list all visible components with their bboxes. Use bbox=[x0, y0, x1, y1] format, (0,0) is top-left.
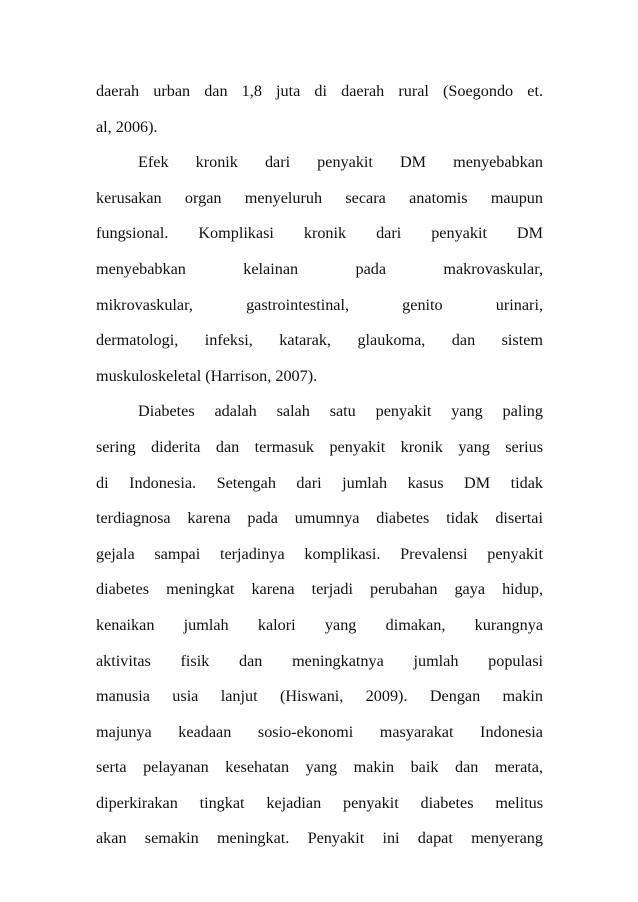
text-line: manusia usia lanjut (Hiswani, 2009). Dengan makin bbox=[96, 687, 543, 706]
text-line: gejala sampai terjadinya komplikasi. Prevalensi penyakit bbox=[96, 544, 543, 563]
text-line: di Indonesia. Setengah dari jumlah kasus DM tidak bbox=[96, 473, 543, 492]
text-line: diabetes meningkat karena terjadi perubahan gaya hidup, bbox=[96, 580, 543, 599]
text-line: al, 2006). bbox=[96, 117, 158, 136]
text-line: Diabetes adalah salah satu penyakit yang paling bbox=[138, 402, 543, 421]
text-line: serta pelayanan kesehatan yang makin baik dan merata, bbox=[96, 758, 543, 777]
paragraph-2 bbox=[96, 148, 543, 397]
paragraph-3 bbox=[96, 397, 543, 860]
text-line: daerah urban dan 1,8 juta di daerah rural (Soegondo et. bbox=[96, 82, 543, 100]
text-line: menyebabkan kelainan pada makrovaskular, bbox=[96, 259, 543, 278]
text-line: diperkirakan tingkat kejadian penyakit diabetes melitus bbox=[96, 793, 543, 812]
text-line: muskuloskeletal (Harrison, 2007). bbox=[96, 366, 318, 385]
text-line: dermatologi, infeksi, katarak, glaukoma, dan sistem bbox=[96, 331, 543, 350]
paragraph-1 bbox=[96, 77, 543, 148]
text-line: terdiagnosa karena pada umumnya diabetes tidak disertai bbox=[96, 509, 543, 528]
document-body bbox=[96, 77, 543, 860]
text-line: kenaikan jumlah kalori yang dimakan, kurangnya bbox=[96, 615, 543, 634]
text-line: akan semakin meningkat. Penyakit ini dapat menyerang bbox=[96, 829, 543, 848]
text-line: fungsional. Komplikasi kronik dari penyakit DM bbox=[96, 224, 543, 243]
text-line: kerusakan organ menyeluruh secara anatomis maupun bbox=[96, 188, 543, 207]
text-line: sering diderita dan termasuk penyakit kronik yang serius bbox=[96, 437, 543, 456]
text-line: majunya keadaan sosio-ekonomi masyarakat Indonesia bbox=[96, 722, 543, 741]
text-line: aktivitas fisik dan meningkatnya jumlah populasi bbox=[96, 651, 543, 670]
text-line: Efek kronik dari penyakit DM menyebabkan bbox=[138, 153, 543, 172]
text-line: mikrovaskular, gastrointestinal, genito urinari, bbox=[96, 295, 543, 314]
